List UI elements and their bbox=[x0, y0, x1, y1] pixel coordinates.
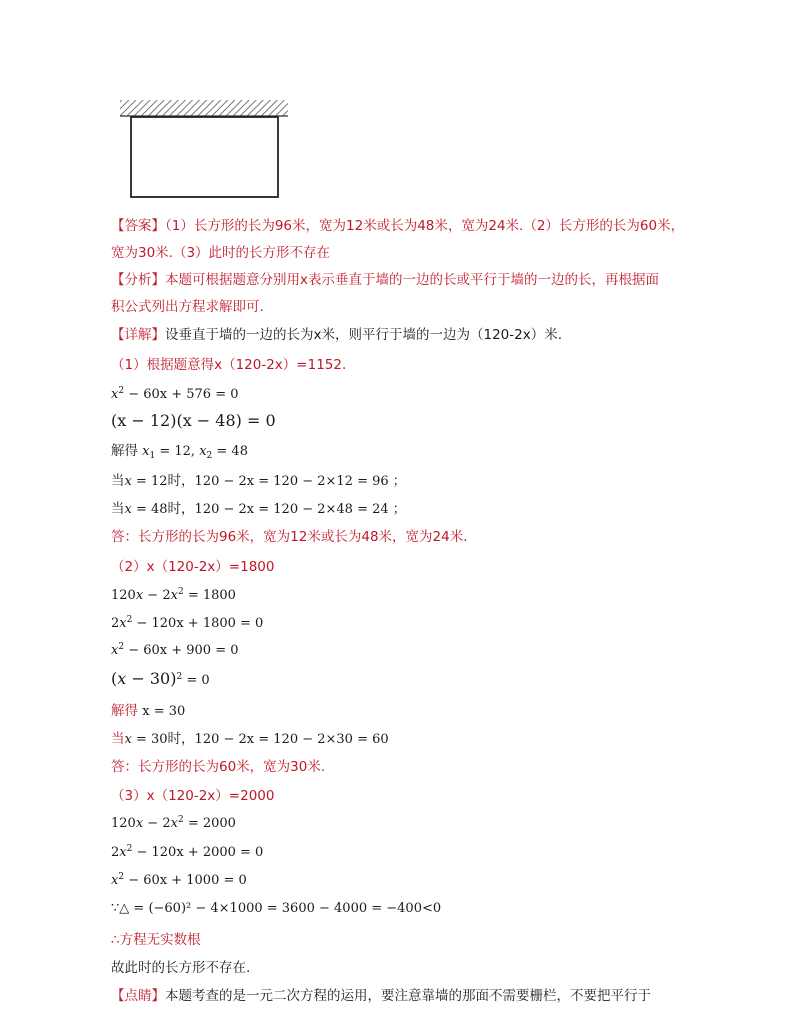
part2-equation-2: $2x^2 - 120x + 1800 = 0$ bbox=[111, 615, 264, 631]
part3-equation-1: $120x - 2x^2 = 2000$ bbox=[111, 815, 236, 831]
part2-when: 当 bbox=[111, 731, 125, 747]
wall-rectangle-figure bbox=[118, 96, 290, 200]
part2-equation-3: $x^2 - 60x + 900 = 0$ bbox=[111, 642, 239, 658]
part3-heading: （3）x（120-2x）=2000 bbox=[111, 788, 275, 804]
part2-equation-4: $(x - 30)^2 = 0$ bbox=[111, 669, 210, 688]
part1-solve-label: 解得 bbox=[111, 443, 138, 459]
part3-eq3-rest: − 60x + 1000 = 0 bbox=[124, 873, 247, 888]
part2-eq4-rest: = 0 bbox=[182, 673, 210, 688]
analysis-line-1 bbox=[111, 271, 659, 289]
analysis-label: 【分析】 bbox=[111, 272, 165, 288]
part2-eq3-rest: − 60x + 900 = 0 bbox=[124, 643, 239, 658]
part2-case-value: 120 − 2x = 120 − 2×30 = 60 bbox=[194, 732, 389, 747]
part3-discriminant: ∵△ = (−60)² − 4×1000 = 3600 − 4000 = −400<0 bbox=[111, 901, 442, 916]
detail-label: 【详解】 bbox=[111, 327, 165, 343]
part1-heading: （1）根据题意得x（120-2x）=1152. bbox=[111, 357, 347, 373]
part2-solve-label: 解得 bbox=[111, 703, 138, 719]
detail-intro: 设垂直于墙的一边的长为x米，则平行于墙的一边为（120-2x）米. bbox=[165, 327, 562, 343]
part1-when-1: 当 bbox=[111, 473, 125, 489]
part3-disc-rest: (−60)² − 4×1000 = 3600 − 4000 = −400<0 bbox=[148, 901, 442, 916]
fence-rectangle bbox=[131, 117, 278, 197]
part2-equation-1: $120x - 2x^2 = 1800$ bbox=[111, 587, 236, 603]
part2-heading: （2）x（120-2x）=1800 bbox=[111, 559, 275, 575]
answer-label: 【答案】 bbox=[111, 218, 165, 234]
part1-case1: 120 − 2x = 120 − 2×12 = 96 ； bbox=[194, 474, 406, 489]
part2-solution bbox=[111, 702, 185, 721]
answer-line-1 bbox=[111, 217, 684, 235]
part3-eq1-rest: = 2000 bbox=[183, 816, 236, 831]
analysis-line-2 bbox=[111, 298, 264, 316]
comment-line bbox=[111, 987, 651, 1005]
part1-solution: 解得 $x_1 = 12$, $x_2 = 48$ bbox=[111, 443, 248, 461]
part2-eq2-rest: − 120x + 1800 = 0 bbox=[132, 616, 264, 631]
wall-hatching bbox=[120, 100, 288, 116]
part1-when-2: 当 bbox=[111, 501, 125, 517]
part1-case2: 120 − 2x = 120 − 2×48 = 24 ； bbox=[194, 502, 406, 517]
part1-case-2: 当x = 48时，120 − 2x = 120 − 2×48 = 24 ； bbox=[111, 501, 406, 517]
part3-eq2-rest: − 120x + 2000 = 0 bbox=[132, 845, 264, 860]
part1-shi-2: 时， bbox=[167, 501, 195, 517]
part2-solution-value: x = 30 bbox=[142, 704, 186, 719]
part3-equation-3: $x^2 - 60x + 1000 = 0$ bbox=[111, 872, 247, 888]
part1-eq2: (x − 12)(x − 48) = 0 bbox=[111, 411, 276, 430]
analysis-text-2: 积公式列出方程求解即可. bbox=[111, 299, 264, 315]
part1-conclusion: 答：长方形的长为96米，宽为12米或长为48米，宽为24米. bbox=[111, 529, 468, 545]
part2-eq1-rest: = 1800 bbox=[183, 588, 236, 603]
detail-line bbox=[111, 326, 562, 344]
part2-case: 当x = 30时，120 − 2x = 120 − 2×30 = 60 bbox=[111, 731, 389, 747]
part1-equation-1: $x^2 - 60x + 576 = 0$ bbox=[111, 386, 239, 402]
part2-conclusion: 答：长方形的长为60米，宽为30米. bbox=[111, 759, 326, 775]
part1-eq1-rest: − 60x + 576 = 0 bbox=[124, 387, 239, 402]
part3-no-roots: ∴方程无实数根 bbox=[111, 932, 201, 948]
analysis-text-1: 本题可根据题意分别用x表示垂直于墙的一边的长或平行于墙的一边的长，再根据面 bbox=[165, 272, 659, 288]
part3-conclusion: 故此时的长方形不存在. bbox=[111, 960, 251, 976]
part1-shi-1: 时， bbox=[167, 473, 195, 489]
part3-equation-2: $2x^2 - 120x + 2000 = 0$ bbox=[111, 844, 264, 860]
part2-shi: 时， bbox=[167, 731, 195, 747]
answer-text-2: 宽为30米.（3）此时的长方形不存在 bbox=[111, 245, 331, 261]
comment-label: 【点睛】 bbox=[111, 988, 165, 1004]
part1-case-1: 当x = 12时，120 − 2x = 120 − 2×12 = 96 ； bbox=[111, 473, 406, 489]
comment-text: 本题考查的是一元二次方程的运用，要注意靠墙的那面不需要栅栏，不要把平行于 bbox=[165, 988, 651, 1004]
answer-line-2 bbox=[111, 244, 330, 262]
answer-text-1: （1）长方形的长为96米，宽为12米或长为48米，宽为24米.（2）长方形的长为60米， bbox=[165, 218, 685, 234]
part1-equation-2 bbox=[111, 412, 276, 432]
